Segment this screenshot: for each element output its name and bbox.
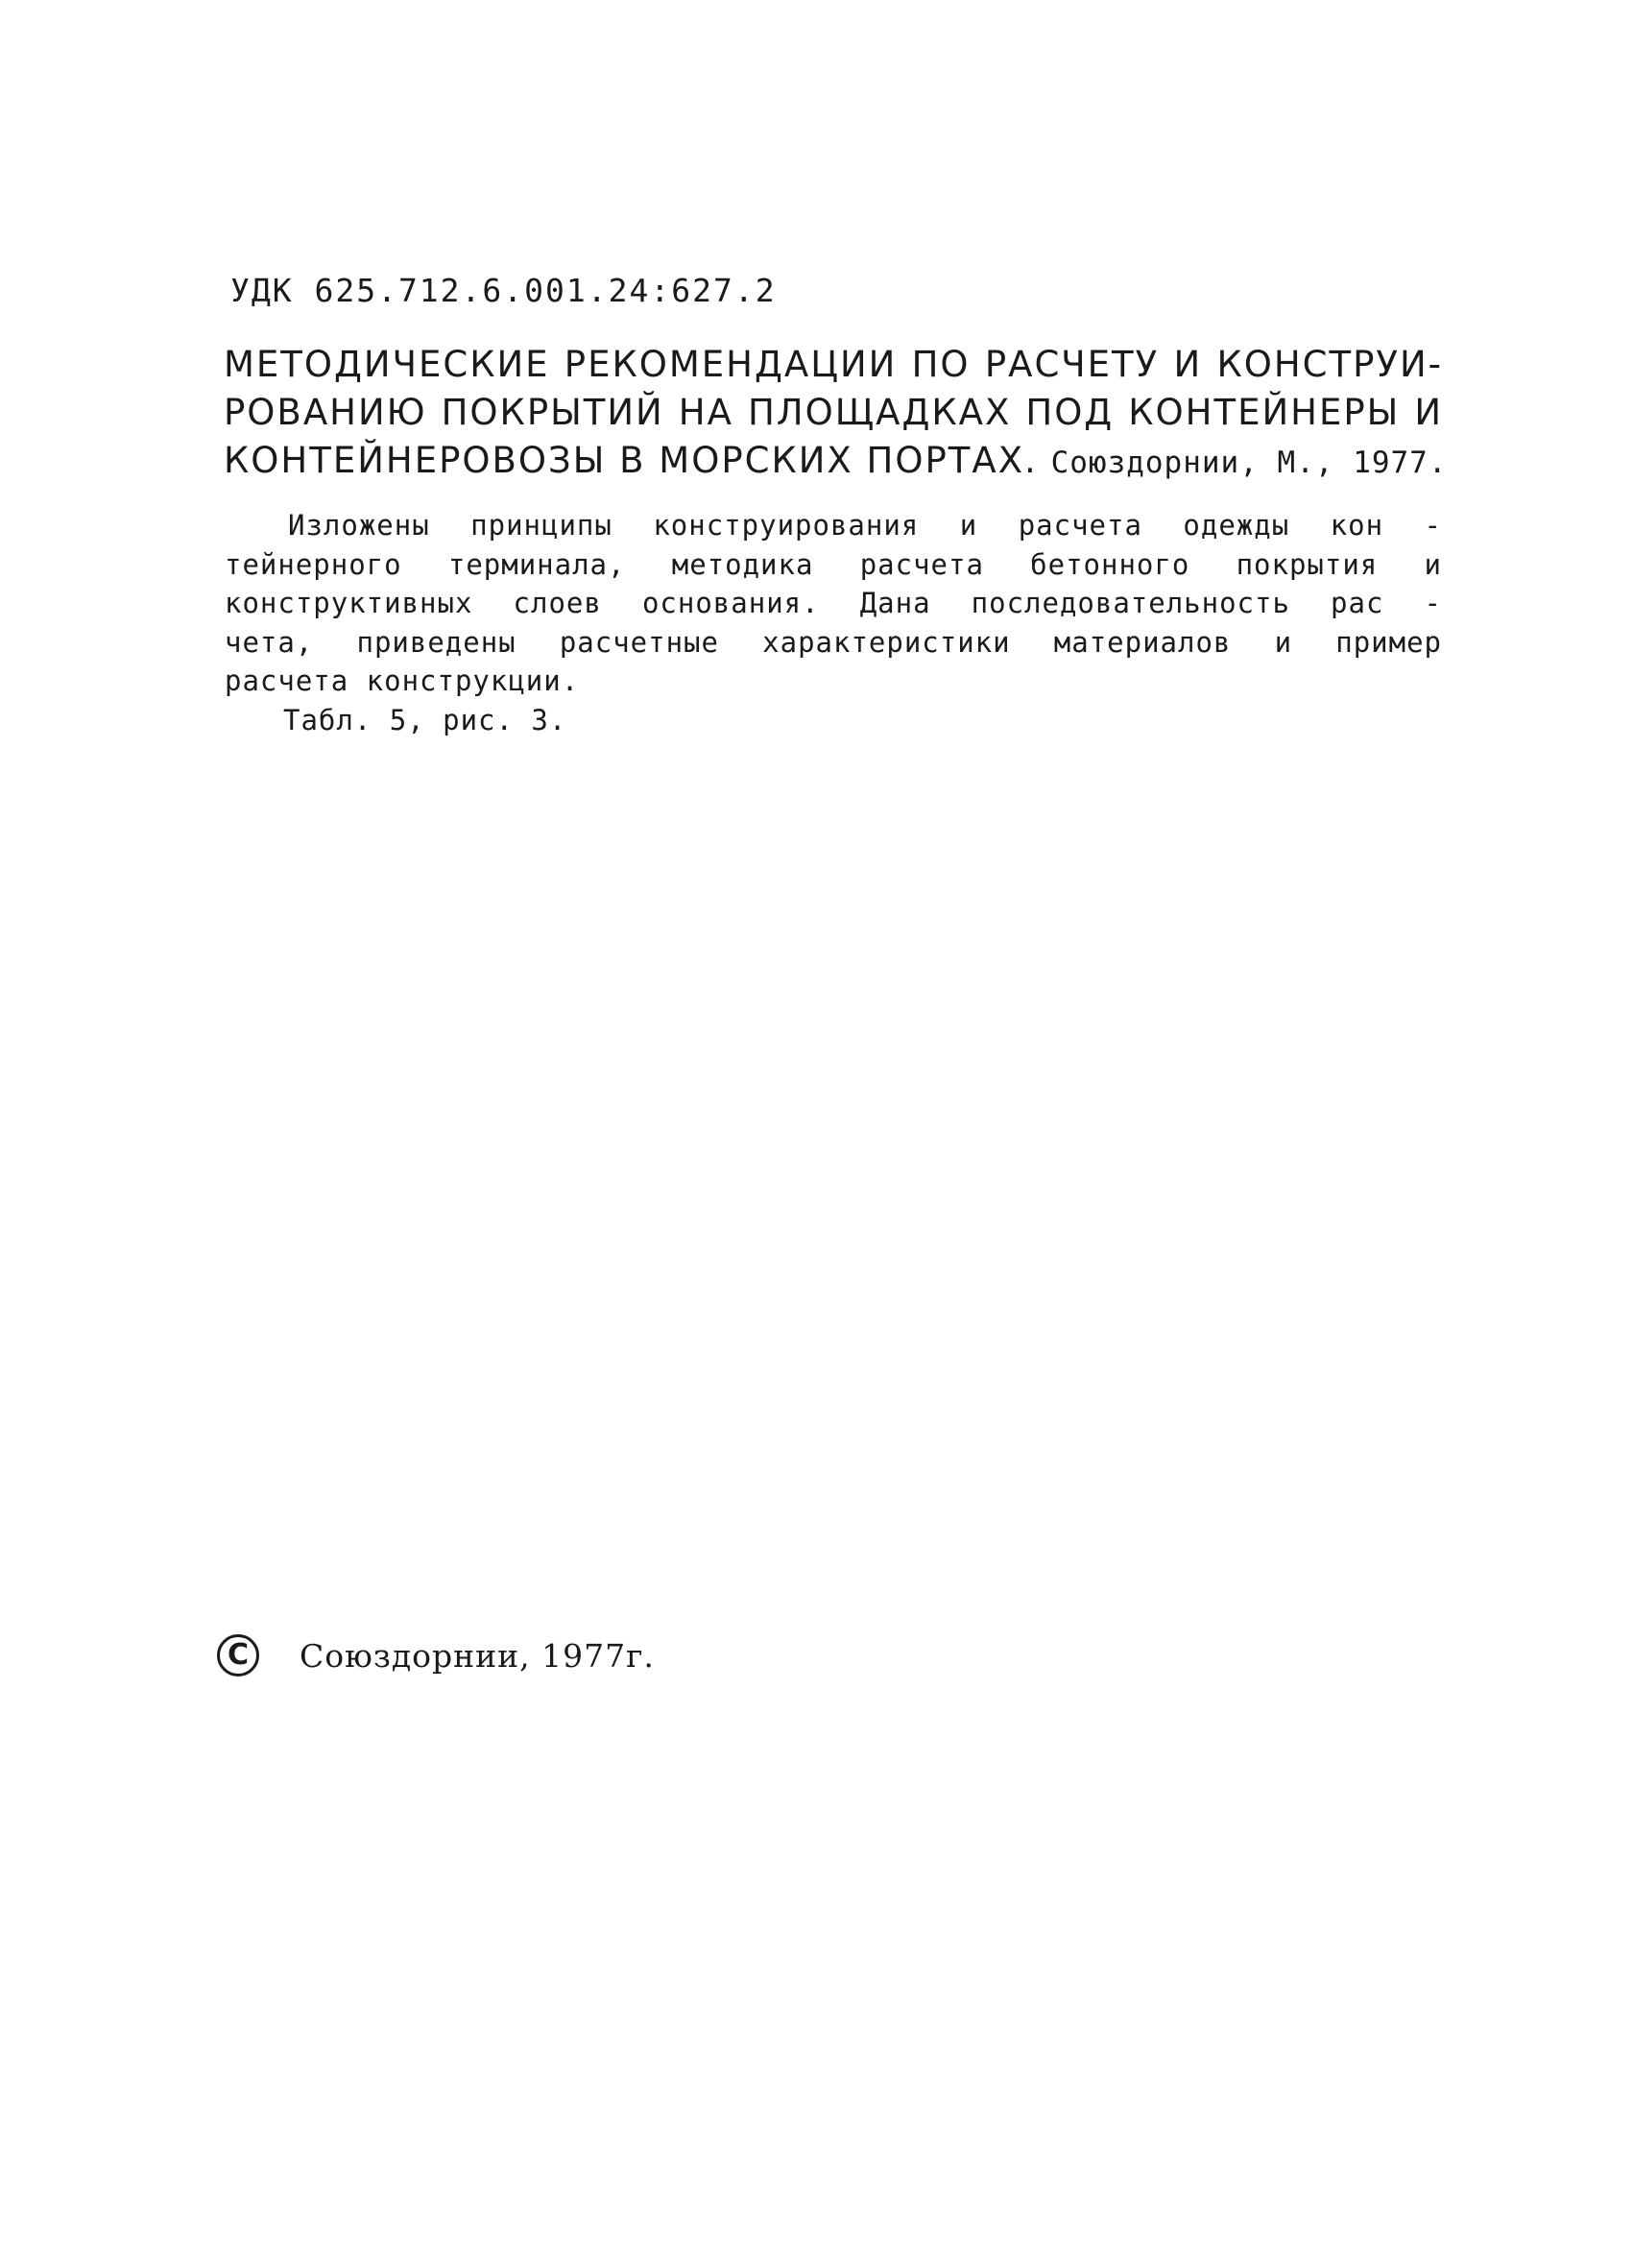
copyright-notice: [217, 1634, 655, 1677]
title-line-2: РОВАНИЮ ПОКРЫТИЙ НА ПЛОЩАДКАХ ПОД КОНТЕЙНЕРЫ И: [224, 392, 1443, 433]
abstract-line-1: Изложены принципы конструирования и расчета одежды кон -: [288, 509, 1442, 542]
title-line-3: [224, 437, 1448, 487]
abstract: [225, 506, 1442, 739]
abstract-line-3: конструктивных слоев основания. Дана последовательность рас -: [225, 587, 1442, 619]
document-title: [224, 341, 1448, 487]
abstract-line-4: чета, приведены расчетные характеристики материалов и пример: [225, 625, 1442, 659]
copyright-icon: C: [217, 1634, 259, 1677]
udk-classification: УДК 625.712.6.001.24:627.2: [230, 272, 777, 309]
abstract-line-2: тейнерного терминала, методика расчета бетонного покрытия и: [225, 547, 1442, 581]
title-line-3-text: КОНТЕЙНЕРОВОЗЫ В МОРСКИХ ПОРТАХ.: [224, 440, 1038, 481]
abstract-line-5: расчета конструкции.: [225, 664, 580, 697]
publisher-reference: Союздорнии, М., 1977.: [1050, 446, 1448, 480]
copyright-text: Союздорнии, 1977г.: [300, 1636, 655, 1675]
title-line-1: МЕТОДИЧЕСКИЕ РЕКОМЕНДАЦИИ ПО РАСЧЕТУ И КОНСТРУИ-: [224, 344, 1443, 385]
tables-figures-count: Табл. 5, рис. 3.: [283, 703, 567, 736]
